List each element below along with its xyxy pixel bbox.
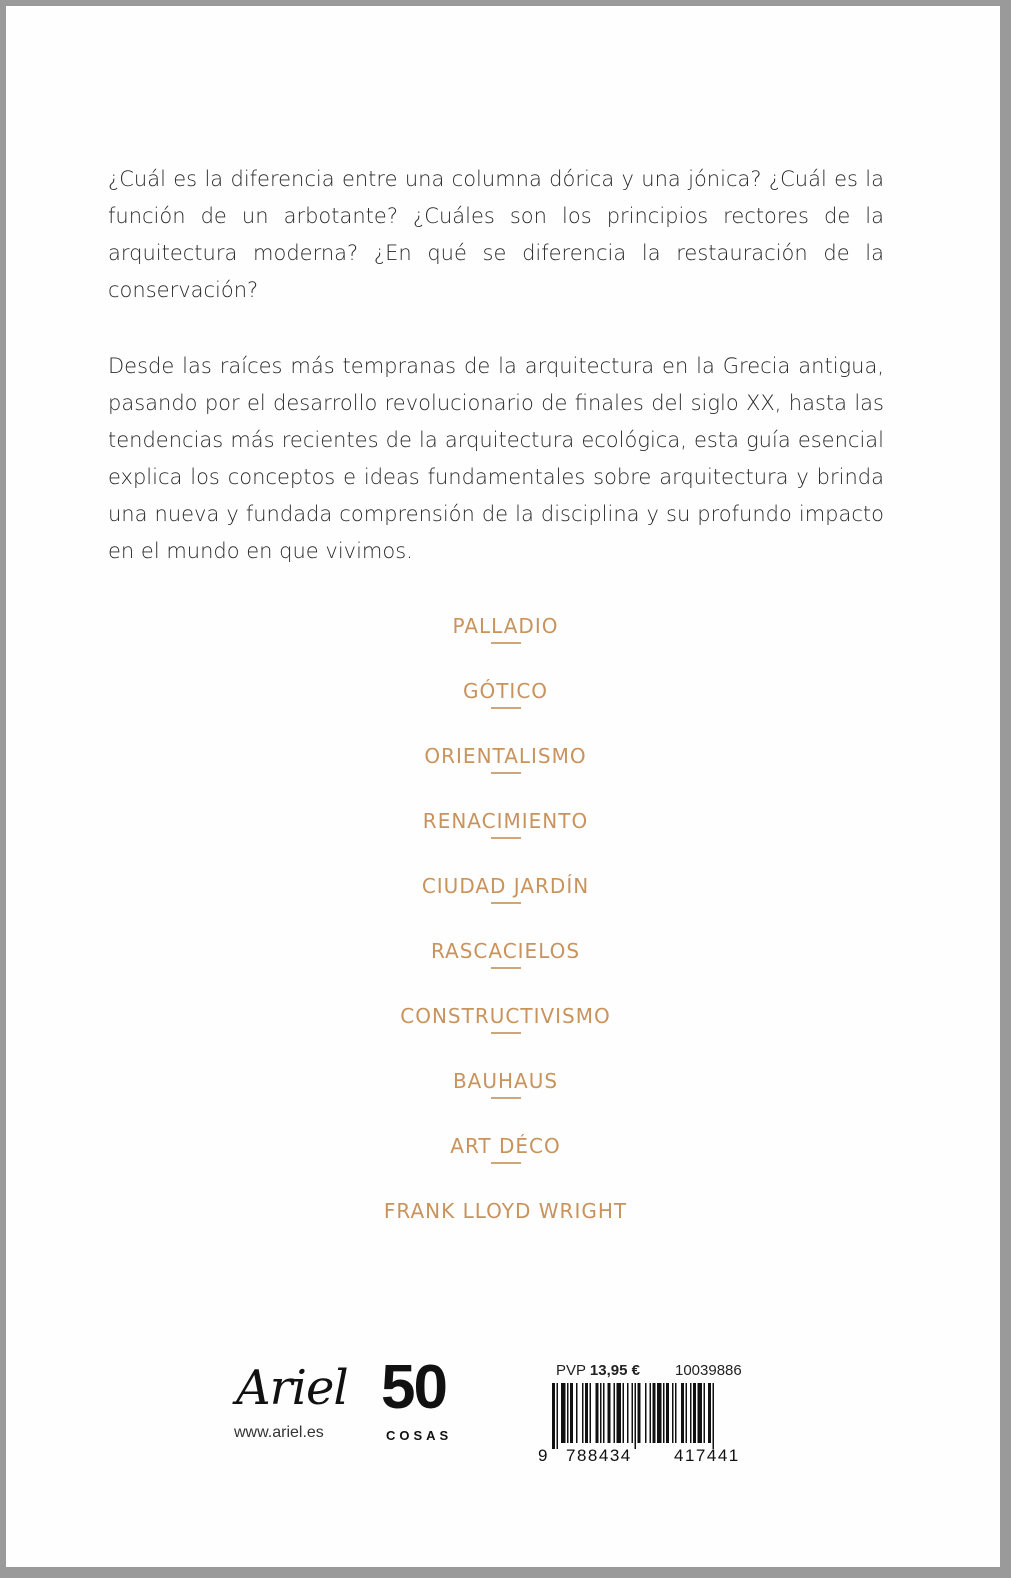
barcode-bar: [585, 1383, 588, 1443]
series-number: 50: [381, 1353, 446, 1422]
barcode-bar: [632, 1383, 634, 1443]
isbn-group-2: 417441: [674, 1446, 740, 1465]
topic-item: CIUDAD JARDÍN: [421, 874, 590, 898]
topic-item: CONSTRUCTIVISMO: [400, 1004, 611, 1028]
topic-separator: [491, 772, 521, 774]
publisher-url: www.ariel.es: [234, 1424, 324, 1441]
price-value: 13,95 €: [589, 1362, 640, 1379]
topic-separator: [491, 902, 521, 904]
barcode-bar: [686, 1383, 688, 1443]
topic-separator: [491, 837, 521, 839]
topic-separator: [491, 1032, 521, 1034]
barcode-bar: [552, 1383, 555, 1449]
barcode-bar: [561, 1383, 566, 1443]
barcode-bar: [614, 1383, 616, 1443]
topic-item: RENACIMIENTO: [422, 809, 589, 833]
barcode-bar: [590, 1383, 592, 1443]
barcode-bar: [596, 1383, 599, 1443]
topic-item: FRANK LLOYD WRIGHT: [383, 1199, 628, 1223]
intro-paragraph: ¿Cuál es la diferencia entre una columna dórica y una jónica? ¿Cuál es la función de un arbotante? ¿Cuáles son los principios rectores de la arquitectura moderna? ¿En qué se diferencia la restauración de la conservación?: [108, 167, 884, 302]
barcode-bar: [713, 1383, 715, 1449]
barcode-bar: [600, 1383, 602, 1443]
barcode-bar: [582, 1383, 584, 1443]
barcode-bar: [666, 1383, 669, 1443]
barcode-bar: [663, 1383, 665, 1443]
product-code: 10039886: [675, 1362, 742, 1379]
barcode-icon: [552, 1383, 778, 1449]
barcode-bar: [672, 1383, 674, 1443]
barcode-bar: [708, 1383, 711, 1443]
topic-item: ORIENTALISMO: [424, 744, 587, 768]
topics-list: [0, 610, 1011, 1227]
barcode-bar: [638, 1383, 641, 1443]
barcode-bar: [650, 1383, 652, 1443]
series-word: COSAS: [386, 1428, 453, 1443]
barcode-bar: [681, 1383, 684, 1443]
topic-separator: [491, 707, 521, 709]
topic-separator: [491, 967, 521, 969]
barcode-bar: [653, 1383, 656, 1443]
topic-item: BAUHAUS: [452, 1069, 559, 1093]
barcode-bar: [623, 1383, 625, 1443]
description-paragraph: Desde las raíces más tempranas de la arquitectura en la Grecia antigua, pasando por el desarrollo revolucionario de finales del siglo XX, hasta las tendencias más recientes de la arquitectura ecológica, esta guía esencial explica los conceptos e ideas fundamentales sobre arquitectura y brinda una nueva y fundada comprensión de la disciplina y su profundo impacto en el mundo en que vivimos.: [108, 354, 884, 563]
topic-item: RASCACIELOS: [430, 939, 581, 963]
topic-item: GÓTICO: [462, 679, 549, 703]
barcode-bar: [570, 1383, 573, 1443]
barcode-bar: [645, 1383, 647, 1443]
barcode-bar: [704, 1383, 706, 1443]
isbn-group-1: 788434: [566, 1446, 632, 1465]
barcode-bar: [693, 1383, 696, 1443]
barcode-bar: [627, 1383, 629, 1443]
barcode-bar: [603, 1383, 605, 1443]
topic-item: PALLADIO: [452, 614, 559, 638]
price-prefix: PVP: [556, 1362, 586, 1379]
barcode-bar: [690, 1383, 692, 1443]
barcode-bar: [576, 1383, 578, 1443]
isbn-first-digit: 9: [538, 1446, 548, 1465]
publisher-logo: Ariel: [236, 1360, 348, 1416]
topic-separator: [491, 1162, 521, 1164]
barcode-bar: [675, 1383, 677, 1443]
topic-separator: [491, 642, 521, 644]
topic-item: ART DÉCO: [450, 1134, 561, 1158]
barcode-bar: [657, 1383, 662, 1443]
barcode-bar: [557, 1383, 559, 1449]
barcode-bar: [635, 1383, 637, 1449]
barcode-bar: [617, 1383, 622, 1443]
price-label: [556, 1362, 640, 1379]
barcode-bar: [567, 1383, 569, 1443]
topic-separator: [491, 1097, 521, 1099]
barcode-bar: [608, 1383, 611, 1443]
barcode-bar: [698, 1383, 703, 1443]
